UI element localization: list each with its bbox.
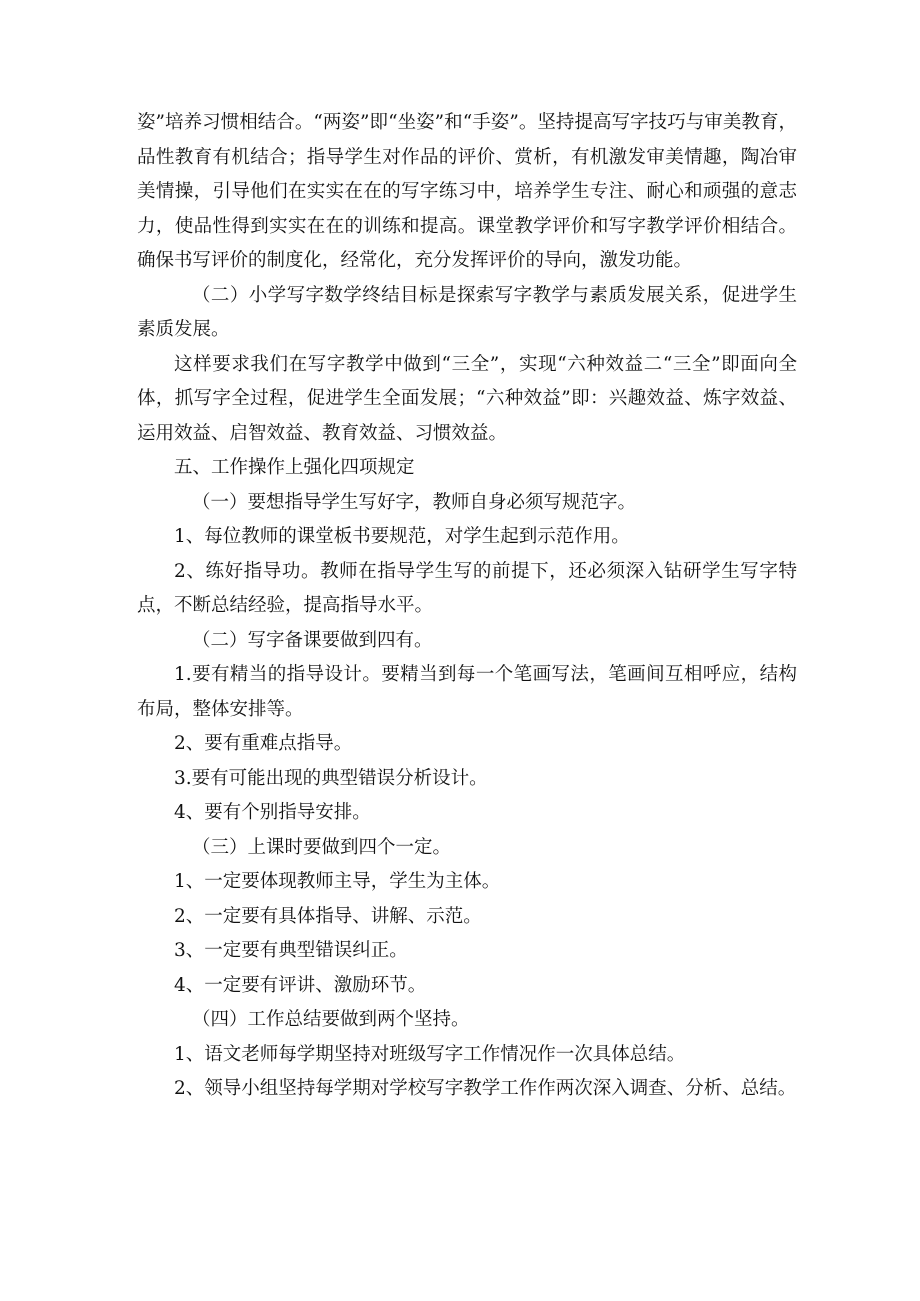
list-item: 1、语文老师每学期坚持对班级写字工作情况作一次具体总结。 xyxy=(174,1043,686,1065)
list-item: 1.要有精当的指导设计。要精当到每一个笔画写法，笔画间互相呼应，结构布局，整体安排等。 xyxy=(137,664,797,720)
document-body xyxy=(137,106,797,1107)
list-item: 2、领导小组坚持每学期对学校写字教学工作作两次深入调查、分析、总结。 xyxy=(174,1078,797,1099)
subheading-1: （一）要想指导学生写好字，教师自身必须写规范字。 xyxy=(192,491,637,513)
list-item: 1、每位教师的课堂板书要规范，对学生起到示范作用。 xyxy=(174,526,630,547)
section-heading: 五、工作操作上强化四项规定 xyxy=(174,457,415,478)
list-item: 4、一定要有评讲、激励环节。 xyxy=(174,974,427,996)
subheading-4: （四）工作总结要做到两个坚持。 xyxy=(192,1009,470,1030)
list-item: 3.要有可能出现的典型错误分析设计。 xyxy=(174,767,488,789)
list-item: 2、要有重难点指导。 xyxy=(174,733,353,754)
list-item: 1、一定要体现教师主导，学生为主体。 xyxy=(174,871,501,892)
subheading-3: （三）上课时要做到四个一定。 xyxy=(192,836,452,858)
paragraph-three-full: 这样要求我们在写字教学中做到“三全”，实现“六种效益二“三全”即面向全体，抓写字全过程，促进学生全面发展；“六种效益”即：兴趣效益、炼字效益、运用效益、启智效益、教育效益、习惯效益。 xyxy=(137,353,797,444)
list-item: 2、练好指导功。教师在指导学生写的前提下，还必须深入钻研学生写字特点，不断总结经验，提高指导水平。 xyxy=(137,560,797,616)
list-item: 3、一定要有典型错误纠正。 xyxy=(174,940,408,961)
paragraph-habits: 姿”培养习惯相结合。“两姿”即“坐姿”和“手姿”。坚持提高写字技巧与审美教育，品性教育有机结合；指导学生对作品的评价、赏析，有机激发审美情趣，陶冶审美情操，引导他们在实实在在的写字练习中，培养学生专注、耐心和顽强的意志力，使品性得到实实在在的训练和提高。课堂教学评价和写字教学评价相结合。确保书写评价的制度化，经常化，充分发挥评价的导向，激发功能。 xyxy=(137,112,797,271)
subheading-2: （二）写字备课要做到四有。 xyxy=(192,629,433,651)
paragraph-goal: （二）小学写字数学终结目标是探索写字教学与素质发展关系，促进学生素质发展。 xyxy=(137,284,797,340)
list-item: 4、要有个别指导安排。 xyxy=(174,802,371,823)
list-item: 2、一定要有具体指导、讲解、示范。 xyxy=(174,905,482,927)
